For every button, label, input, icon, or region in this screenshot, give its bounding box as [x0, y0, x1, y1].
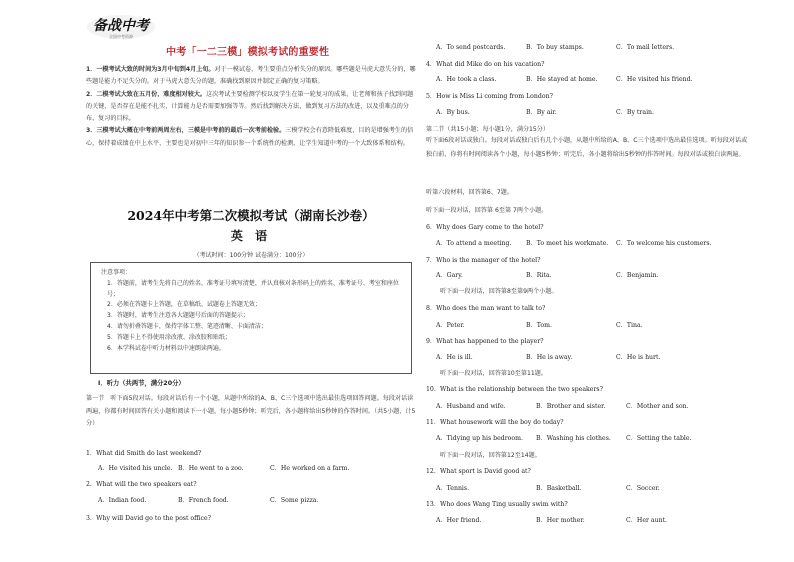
notice-item: 5．答题卡上不得使用涂改液、涂改胶和贴纸； — [107, 333, 231, 341]
question-stem: 13．Who does Wang Ting usually swim with? — [426, 501, 568, 508]
option: A．Tidying up his bedroom. — [436, 435, 523, 442]
question-stem: 10．What is the relationship between the two speakers? — [426, 386, 603, 393]
question-stem: 3．Why will David go to the post office? — [86, 515, 211, 522]
option: A．Tennis. — [436, 485, 470, 492]
option: A．He is ill. — [436, 354, 473, 361]
option: C．Tina. — [616, 322, 643, 329]
notice-item: 3．答题时，请考生注意各大题题号后面的答题提示； — [107, 312, 249, 320]
question-stem: 6．Why does Gary come to the hotel? — [426, 224, 544, 231]
question-stem: 8．Who does the man want to talk to? — [426, 305, 546, 312]
option: B．Washing his clothes. — [536, 435, 611, 442]
notice-box — [90, 262, 412, 374]
option: C．He is hurt. — [616, 354, 661, 361]
option: B．French food. — [178, 497, 229, 504]
option: A．To attend a meeting. — [436, 240, 512, 247]
question-stem: 11．What housework will the boy do today? — [426, 419, 564, 426]
notice-item: 4．请勿折叠答题卡，保持字体工整、笔迹清晰、卡面清洁； — [107, 322, 267, 330]
section2-intro: 听下面6段对话或独白。每段对话或独白后有几个小题，从题中所给的A、B、C三个选项中选出最佳选项。听每段对话或独白前，你将有时间阅读各个小题，每小题5秒钟；听完后，各小题将给出5秒钟的作答时间。每段对话或独白读两遍。 — [426, 137, 748, 158]
option: C．By train. — [616, 109, 654, 116]
option: C．Soccer. — [626, 485, 660, 492]
option: A．Peter. — [436, 322, 465, 329]
option: C．Mother and son. — [626, 403, 689, 410]
option: C．Benjamin. — [616, 272, 659, 279]
option: B．By air. — [526, 109, 557, 116]
notice-item: 1．答题前，请考生先将自己的姓名、准考证号填写清楚，并认真核对条形码上的姓名、准考证号、考室和座位号； — [107, 279, 399, 298]
notice-item: 6．本学科试卷中听力材料以中速朗读两遍。 — [107, 344, 225, 352]
question-stem: 2．What will the two speakers eat? — [86, 481, 197, 488]
brand-logo — [86, 14, 156, 40]
notice-title: 注意事项： — [101, 269, 132, 276]
exam-info: （考试时间：100分钟 试卷满分：100分） — [193, 252, 309, 259]
option: A．Husband and wife. — [436, 403, 506, 410]
option: B．He stayed at home. — [526, 76, 598, 83]
tip-1: 1．一模考试大致的时间为3月中旬到4月上旬。对于一模试卷，考生要重点分析失分的原因。哪些题是马虎大意失分的，哪些题是能力不足失分的。对于马虎大意失分的题，准确找到原因并制定正确的复习策略。 — [86, 66, 416, 86]
question-stem: 9．What has happened to the player? — [426, 338, 544, 345]
option: C．Some pizza. — [270, 497, 319, 504]
option: C．To welcome his customers. — [616, 240, 712, 247]
option: B．Rita. — [526, 272, 552, 279]
notice-item: 2．必须在答题卡上答题，在草稿纸、试题卷上答题无效； — [107, 301, 261, 309]
dialogue-lead: 听下面一段对话，回答第12至14题。 — [440, 452, 541, 459]
section1-intro: 第一节 听下面5段对话。每段对话后有一个小题，从题中所给的A、B、C三个选项中选出最佳选项回答问题。每段对话读两遍，你都有时间回答有关小题和阅读下一小题，每小题5秒钟；听完后，各小题将给出5秒钟的作答时间。（共5小题，计5分） — [86, 395, 416, 427]
question-stem: 12．What sport is David good at? — [426, 468, 531, 475]
option: A．He took a class. — [436, 76, 497, 83]
section2-lead: 听第六段材料，回答第6、7题。 — [426, 189, 513, 196]
tip-2: 2．二模考试大致在五月份，难度相对较大。这次考试主要检测学校以及学生在第一轮复习的成果，让老师和孩子找到问题的关键，是否存在是能不扎实，计算能力是否需要加强等等。然后找到解决方法，做到复习方法的改进，以及重难点的分布，复习的目标。 — [86, 90, 414, 123]
option: B．To buy stamps. — [526, 44, 584, 51]
dialogue-lead: 听下面一段对话，回答第10至第11题。 — [440, 370, 547, 377]
option: B．Tom. — [526, 322, 552, 329]
section2-lead: 听下面一段对话，回答第 6至第 7两个小题。 — [426, 207, 548, 214]
listening-heading: Ⅰ．听力（共两节，满分20分） — [98, 380, 185, 387]
dialogue-lead: 听下面一段对话，回答第8至第9两个小题。 — [440, 288, 558, 295]
option: B．He went to a zoo. — [178, 465, 244, 472]
svg-text:备战中考: 备战中考 — [93, 18, 149, 34]
tip-3: 3．三模考试大概在中考前两周左右，三模是中考前的最后一次考前检验。三模学校会有意降低难度，目的是增强考生的信心，保持着成绩在中上水平，主要也是对初中三年的知识参一个系统性的检测，让学生知道中考的一个大致体系和结构。 — [86, 127, 414, 147]
section2-heading: 第二节（共15小题；每小题1分，满分15分） — [426, 126, 549, 133]
banner-title: 中考「一二三模」模拟考试的重要性 — [166, 47, 330, 58]
option: B．Her mother. — [536, 517, 585, 524]
option: C．Setting the table. — [626, 435, 692, 442]
option: A．Her friend. — [436, 517, 482, 524]
option: A．To send postcards. — [436, 44, 506, 51]
question-stem: 7．Who is the manager of the hotel? — [426, 257, 541, 264]
svg-text:全国中考资源: 全国中考资源 — [109, 34, 133, 39]
option: C．To mail letters. — [616, 44, 675, 51]
option: B．To meet his workmate. — [526, 240, 609, 247]
option: C．He visited his friend. — [616, 76, 693, 83]
option: A．Indian food. — [98, 497, 147, 504]
option: A．He visited his uncle. — [98, 465, 173, 472]
exam-title: 2024年中考第二次模拟考试（湖南长沙卷） — [127, 208, 375, 223]
option: A．By bus. — [436, 109, 470, 116]
tips-section — [86, 64, 416, 150]
option: C．He worked on a farm. — [270, 465, 350, 472]
question-stem: 4．What did Mike do on his vacation? — [426, 61, 545, 68]
option: B．Brother and sister. — [536, 403, 606, 410]
option: B．He is away. — [526, 354, 573, 361]
option: A．Gary. — [436, 272, 463, 279]
subject-title: 英 语 — [230, 229, 272, 243]
option: C．Her aunt. — [626, 517, 668, 524]
question-stem: 1．What did Smith do last weekend? — [86, 450, 202, 457]
question-stem: 5．How is Miss Li coming from London? — [426, 93, 553, 100]
option: B．Basketball. — [536, 485, 582, 492]
